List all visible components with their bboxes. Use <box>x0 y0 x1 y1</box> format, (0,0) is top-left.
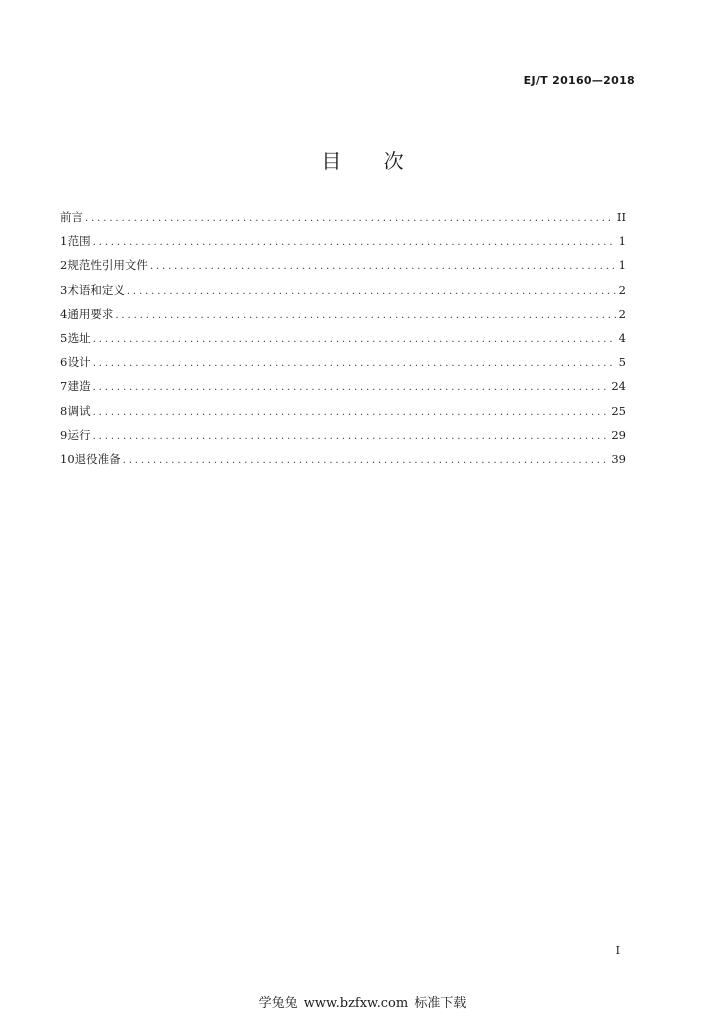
toc-entry-label: 退役准备 <box>74 451 121 466</box>
table-of-contents <box>60 205 626 471</box>
toc-leader-dots <box>150 255 616 279</box>
toc-entry-10[interactable] <box>60 447 626 471</box>
toc-entry-page: 25 <box>611 403 626 418</box>
toc-entry-number: 6 <box>60 355 68 370</box>
toc-entry-number: 5 <box>60 330 68 345</box>
toc-leader-dots <box>93 425 609 449</box>
toc-leader-dots <box>93 376 609 400</box>
toc-entry-number: 3 <box>60 282 68 297</box>
toc-entry-label: 范围 <box>67 234 91 249</box>
toc-entry-8[interactable] <box>60 399 626 423</box>
toc-leader-dots <box>127 280 616 304</box>
toc-entry-7[interactable] <box>60 374 626 398</box>
toc-entry-label: 建造 <box>67 379 91 394</box>
page-number: I <box>615 944 620 957</box>
toc-leader-dots <box>115 304 615 328</box>
toc-entry-number: 4 <box>60 306 68 321</box>
toc-entry-2[interactable] <box>60 253 626 277</box>
toc-entry-number: 2 <box>60 258 68 273</box>
toc-entry-number: 1 <box>60 234 68 249</box>
toc-entry-page: 1 <box>618 234 626 249</box>
toc-entry-label: 设计 <box>67 355 91 370</box>
toc-entry-page: 39 <box>611 451 626 466</box>
page-title: 目 次 <box>321 149 422 173</box>
toc-entry-number: 8 <box>60 403 68 418</box>
toc-entry-label: 术语和定义 <box>67 282 125 297</box>
standard-code: EJ/T 20160—2018 <box>523 74 635 87</box>
toc-entry-page: 5 <box>618 355 626 370</box>
toc-entry-label: 运行 <box>67 427 91 442</box>
toc-entry-page: 24 <box>611 379 626 394</box>
toc-entry-preface[interactable] <box>60 205 626 229</box>
toc-entry-label: 规范性引用文件 <box>67 258 148 273</box>
toc-leader-dots <box>123 449 609 473</box>
toc-entry-number: 10 <box>60 451 75 466</box>
toc-entry-3[interactable] <box>60 278 626 302</box>
toc-leader-dots <box>93 328 616 352</box>
toc-entry-page: 29 <box>611 427 626 442</box>
toc-entry-page: 4 <box>618 330 626 345</box>
toc-entry-9[interactable] <box>60 423 626 447</box>
toc-entry-5[interactable] <box>60 326 626 350</box>
toc-entry-page: 2 <box>618 306 626 321</box>
toc-entry-label: 前言 <box>60 210 83 224</box>
toc-entry-page: II <box>616 210 626 224</box>
toc-leader-dots <box>85 207 614 231</box>
toc-entry-number: 7 <box>60 379 68 394</box>
toc-entry-label: 调试 <box>67 403 91 418</box>
toc-entry-label: 通用要求 <box>67 306 114 321</box>
toc-entry-4[interactable] <box>60 302 626 326</box>
toc-entry-number: 9 <box>60 427 68 442</box>
toc-leader-dots <box>93 401 609 425</box>
toc-entry-1[interactable] <box>60 229 626 253</box>
toc-entry-page: 2 <box>618 282 626 297</box>
footer-watermark-text: 学兔兔 www.bzfxw.com 标准下载 <box>258 996 467 1011</box>
toc-entry-label: 选址 <box>67 330 91 345</box>
toc-leader-dots <box>93 231 616 255</box>
toc-entry-6[interactable] <box>60 350 626 374</box>
toc-leader-dots <box>93 352 616 376</box>
toc-entry-page: 1 <box>618 258 626 273</box>
